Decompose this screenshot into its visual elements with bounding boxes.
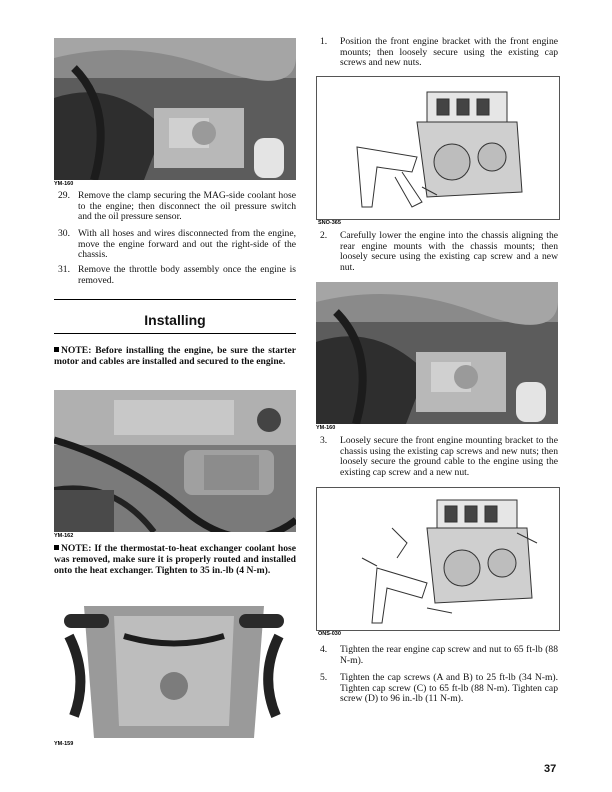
step-number: 3. (320, 435, 328, 446)
step-31 (58, 265, 296, 286)
step-text: Carefully lower the engine into the chassis aligning the rear engine mounts with the chassis mounts; then loosely secure using the existing cap screw and a new nut. (340, 230, 558, 273)
step-text: Tighten the cap screws (A and B) to 25 ft-lb (34 N-m). Tighten cap screw (C) to 65 ft-lb (88 N-m). Tighten cap screw (D) to 96 in.-lb (11 N-m). (340, 672, 558, 705)
rear-mount-photo (316, 282, 558, 424)
figure-label: YM-160 (316, 425, 336, 431)
step-number: 30. (58, 228, 70, 239)
note-coolant-hose (54, 544, 296, 576)
page-number: 37 (544, 763, 557, 775)
note-text: NOTE: Before installing the engine, be sure the starter motor and cables are installed and secured to the engine. (54, 345, 296, 367)
heading-top-rule (54, 299, 296, 300)
step-text: With all hoses and wires disconnected from the engine, move the engine forward and out the right-side of the chassis. (78, 228, 296, 261)
note-bullet-icon (54, 347, 59, 352)
figure-label: YM-162 (54, 533, 74, 539)
note-starter-motor (54, 346, 296, 368)
figure-label: YM-160 (54, 181, 74, 187)
starter-motor-photo (54, 390, 296, 532)
step-number: 4. (320, 644, 328, 655)
heading-bottom-rule (54, 333, 296, 334)
step-text: Remove the throttle body assembly once the engine is removed. (78, 264, 296, 286)
step-1 (320, 37, 558, 69)
step-number: 29. (58, 190, 70, 201)
note-bullet-icon (54, 545, 59, 550)
note-text: NOTE: If the thermostat-to-heat exchanger coolant hose was removed, make sure it is properly routed and installed onto the heat exchanger. Tighten to 35 in.-lb (4 N-m). (54, 543, 296, 576)
mounting-bracket-diagram (316, 487, 560, 631)
step-text: Remove the clamp securing the MAG-side coolant hose to the engine; then disconnect the oil pressure switch and the oil pressure sensor. (78, 190, 296, 223)
chassis-photo (54, 596, 296, 738)
step-number: 2. (320, 230, 328, 241)
figure-label: SNO-365 (318, 220, 341, 226)
step-5 (320, 673, 558, 705)
step-4 (320, 645, 558, 666)
figure-label: ONS-030 (318, 631, 341, 637)
step-text: Loosely secure the front engine mounting bracket to the chassis using the existing cap screws and new nuts; then loosely secure the ground cable to the engine using the existing cap screw and a new nut. (340, 435, 558, 478)
front-bracket-diagram (316, 76, 560, 220)
step-3 (320, 436, 558, 478)
step-number: 1. (320, 36, 328, 47)
step-text: Position the front engine bracket with the front engine mounts; then loosely secure using the existing cap screws and new nuts. (340, 36, 558, 69)
step-number: 31. (58, 264, 70, 275)
figure-label: YM-159 (54, 741, 74, 747)
step-number: 5. (320, 672, 328, 683)
section-heading: Installing (144, 312, 206, 328)
step-text: Tighten the rear engine cap screw and nut to 65 ft-lb (88 N-m). (340, 644, 558, 666)
step-29 (58, 191, 296, 223)
step-2 (320, 231, 558, 273)
engine-mount-photo (54, 38, 296, 180)
step-30 (58, 229, 296, 261)
